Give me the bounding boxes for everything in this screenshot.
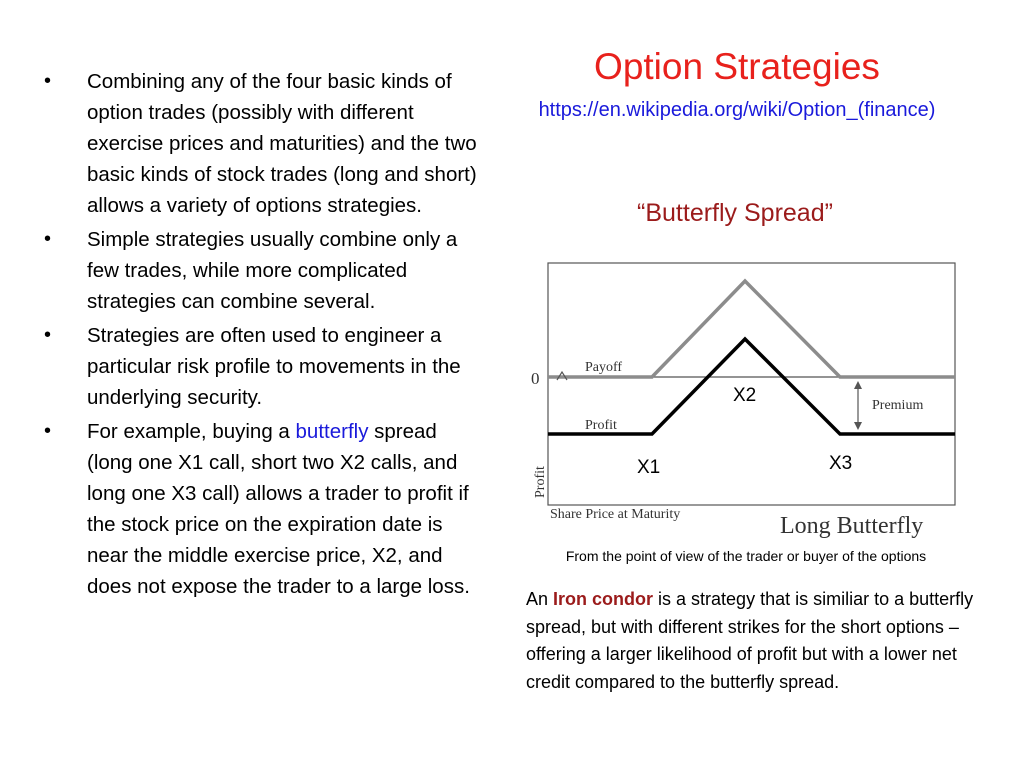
long-butterfly-diagram	[524, 258, 964, 543]
slide-title: Option Strategies	[594, 46, 880, 87]
wikipedia-link[interactable]: https://en.wikipedia.org/wiki/Option_(finance)	[538, 99, 936, 121]
bullet-text: Simple strategies usually combine only a few trades, while more complicated strategies can combine several.	[87, 228, 458, 313]
butterfly-link[interactable]: butterfly	[295, 420, 369, 443]
diagram-frame	[548, 263, 955, 505]
bullet-item	[44, 66, 484, 221]
bullet-text: Strategies are often used to engineer a particular risk profile to movements in the underlying security.	[87, 324, 461, 409]
bullet-item	[44, 320, 484, 413]
note-text: is a strategy that is similiar to a butterfly spread, but with different strikes for the short options – offering a larger likelihood of profit but with a lower net credit compared to the butterfly spread.	[526, 589, 974, 692]
zero-label: 0	[531, 369, 540, 388]
bullet-text: For example, buying a	[87, 420, 296, 443]
x-axis-label: Share Price at Maturity	[550, 507, 681, 522]
bullet-list	[44, 66, 484, 605]
iron-condor-term: Iron condor	[553, 589, 654, 609]
y-axis-label: Profit	[533, 466, 548, 498]
bullet-text: spread (long one X1 call, short two X2 calls, and long one X3 call) allows a trader to profit if the stock price on the expiration date is near the middle exercise price, X2, and does not expose the trader to a large loss.	[87, 420, 470, 598]
bullet-item	[44, 416, 484, 602]
bullet-text: Combining any of the four basic kinds of option trades (possibly with different exercise prices and maturities) and the two basic kinds of stock trades (long and short) allows a variety of options strategies.	[87, 70, 477, 217]
note-prefix: An	[526, 589, 554, 609]
diagram-subtitle: “Butterfly Spread”	[637, 199, 833, 227]
chart-title: Long Butterfly	[780, 513, 924, 539]
payoff-label: Payoff	[585, 360, 623, 375]
strike-label-x3: X3	[829, 453, 853, 474]
strike-label-x1: X1	[637, 457, 661, 478]
diagram-caption: From the point of view of the trader or buyer of the options	[565, 548, 927, 564]
bullet-item	[44, 224, 484, 317]
strike-label-x2: X2	[733, 385, 757, 406]
iron-condor-note	[526, 586, 974, 696]
premium-label: Premium	[872, 398, 924, 413]
profit-label: Profit	[585, 418, 617, 433]
